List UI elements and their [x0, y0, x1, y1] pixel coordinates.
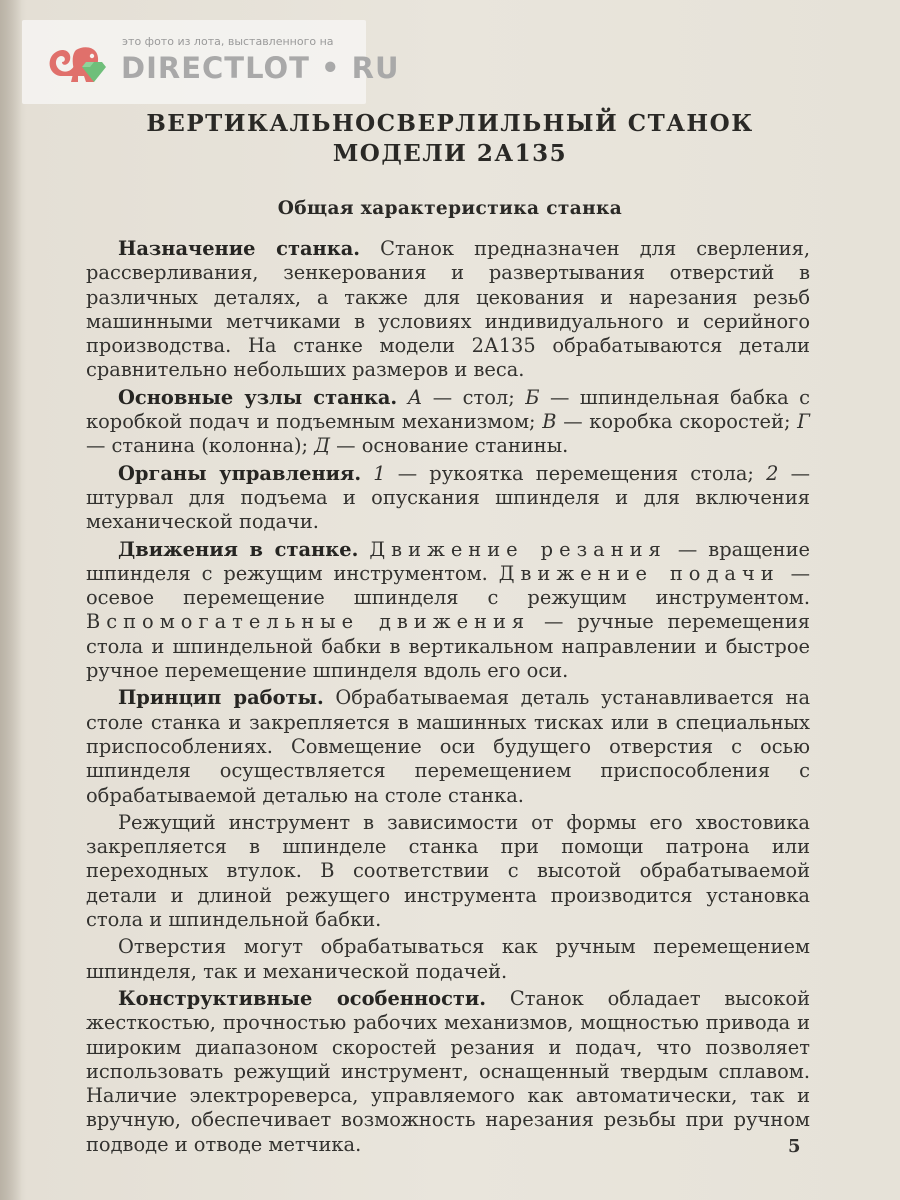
paragraph-controls: [86, 462, 810, 535]
paragraph-purpose: [86, 237, 810, 383]
page-binding-shadow: [0, 0, 22, 1200]
paragraph-main-units: [86, 386, 810, 459]
paragraph-text: — ручные перемещения стола и шпиндельной бабки в вертикальном направлении и быстрое ручное перемещение шпинделя вдоль его оси.: [86, 610, 810, 683]
run-in-heading: Принцип работы.: [118, 686, 324, 710]
unit-text: — стол;: [422, 385, 526, 409]
watermark: [22, 20, 400, 104]
unit-letter: Б: [525, 385, 540, 409]
control-text: — штурвал для подъема и опускания шпинделя и для включения механической подачи.: [86, 461, 810, 534]
page-number: 5: [788, 1136, 801, 1157]
section-heading: Общая характеристика станка: [277, 198, 623, 219]
spaced-term: Движение резания: [369, 537, 667, 561]
paragraph-text: Режущий инструмент в зависимости от формы его хвостовика закрепляется в шпинделе станка при помощи патрона или переходных втулок. В соответствии с высотой обрабатываемой детали и длиной режущего инструмента производится установка стола и шпиндельной бабки.: [86, 810, 810, 932]
paragraph-text: Отверстия могут обрабатываться как ручным перемещением шпинделя, так и механической подачей.: [86, 935, 810, 983]
unit-letter: В: [542, 410, 557, 434]
run-in-heading: Движения в станке.: [118, 537, 359, 561]
unit-text: — основание станины.: [329, 434, 569, 458]
page-title-line-2: МОДЕЛИ 2А135: [332, 140, 568, 167]
paragraph-text: Станок обладает высокой жесткостью, прочностью рабочих механизмов, мощностью привода и широким диапазоном скоростей резания и подач, что позволяет использовать режущий инструмент, оснащенный твердым сплавом. Наличие электрореверса, управляемого как автоматически, так и вручную, обеспечивает возможность нарезания резьбы при ручном подводе и отводе метчика.: [86, 986, 810, 1156]
control-number: 2: [766, 461, 779, 485]
spaced-term: Вспомогательные движения: [86, 610, 531, 634]
squirrel-logo-icon: [42, 36, 112, 92]
unit-letter: Д: [314, 434, 330, 458]
unit-text: — станина (колонна);: [86, 434, 315, 458]
unit-text: — шпиндельная бабка с коробкой подач и подъемным механизмом;: [86, 385, 810, 434]
paragraph-motions: [86, 538, 810, 684]
run-in-heading: Конструктивные особенности.: [118, 986, 487, 1010]
unit-letter: Г: [797, 410, 811, 434]
page-title-line-1: ВЕРТИКАЛЬНОСВЕРЛИЛЬНЫЙ СТАНОК: [146, 110, 754, 137]
body-text: [86, 237, 810, 1157]
run-in-heading: Назначение станка.: [118, 237, 361, 260]
paragraph-text: Станок предназначен для сверления, рассверливания, зенкерования и развертывания отверстий в различных деталях, а также для цекования и нарезания резьб машинными метчиками в условиях индивидуального и серийного производства. На станке модели 2А135 обрабатываются детали сравнительно небольших размеров и веса.: [86, 237, 810, 382]
unit-text: — коробка скоростей;: [556, 410, 798, 434]
watermark-brand: DIRECTLOT • RU: [121, 51, 400, 85]
paragraph-operating-principle: [86, 686, 810, 807]
run-in-heading: Основные узлы станка.: [118, 385, 398, 409]
control-number: 1: [373, 461, 386, 485]
paragraph-holes: [86, 935, 810, 984]
control-text: — рукоятка перемещения стола;: [385, 461, 767, 485]
paragraph-text: — вращение шпинделя с режущим инструментом.: [86, 537, 811, 585]
paragraph-design-features: [86, 987, 810, 1157]
paragraph-text: Обрабатываемая деталь устанавливается на столе станка и закрепляется в машинных тисках или в специальных приспособлениях. Совмещение оси будущего отверстия с осью шпинделя осуществляется перемещением приспособления с обрабатываемой деталью на столе станка.: [86, 686, 811, 807]
run-in-heading: Органы управления.: [118, 461, 362, 485]
watermark-caption: это фото из лота, выставленного на: [122, 35, 334, 48]
spaced-term: Движение подачи: [498, 561, 780, 585]
paragraph-cutting-tool: [86, 811, 810, 932]
unit-letter: А: [407, 385, 423, 409]
paragraph-text: — осевое перемещение шпинделя с режущим инструментом.: [86, 561, 810, 610]
